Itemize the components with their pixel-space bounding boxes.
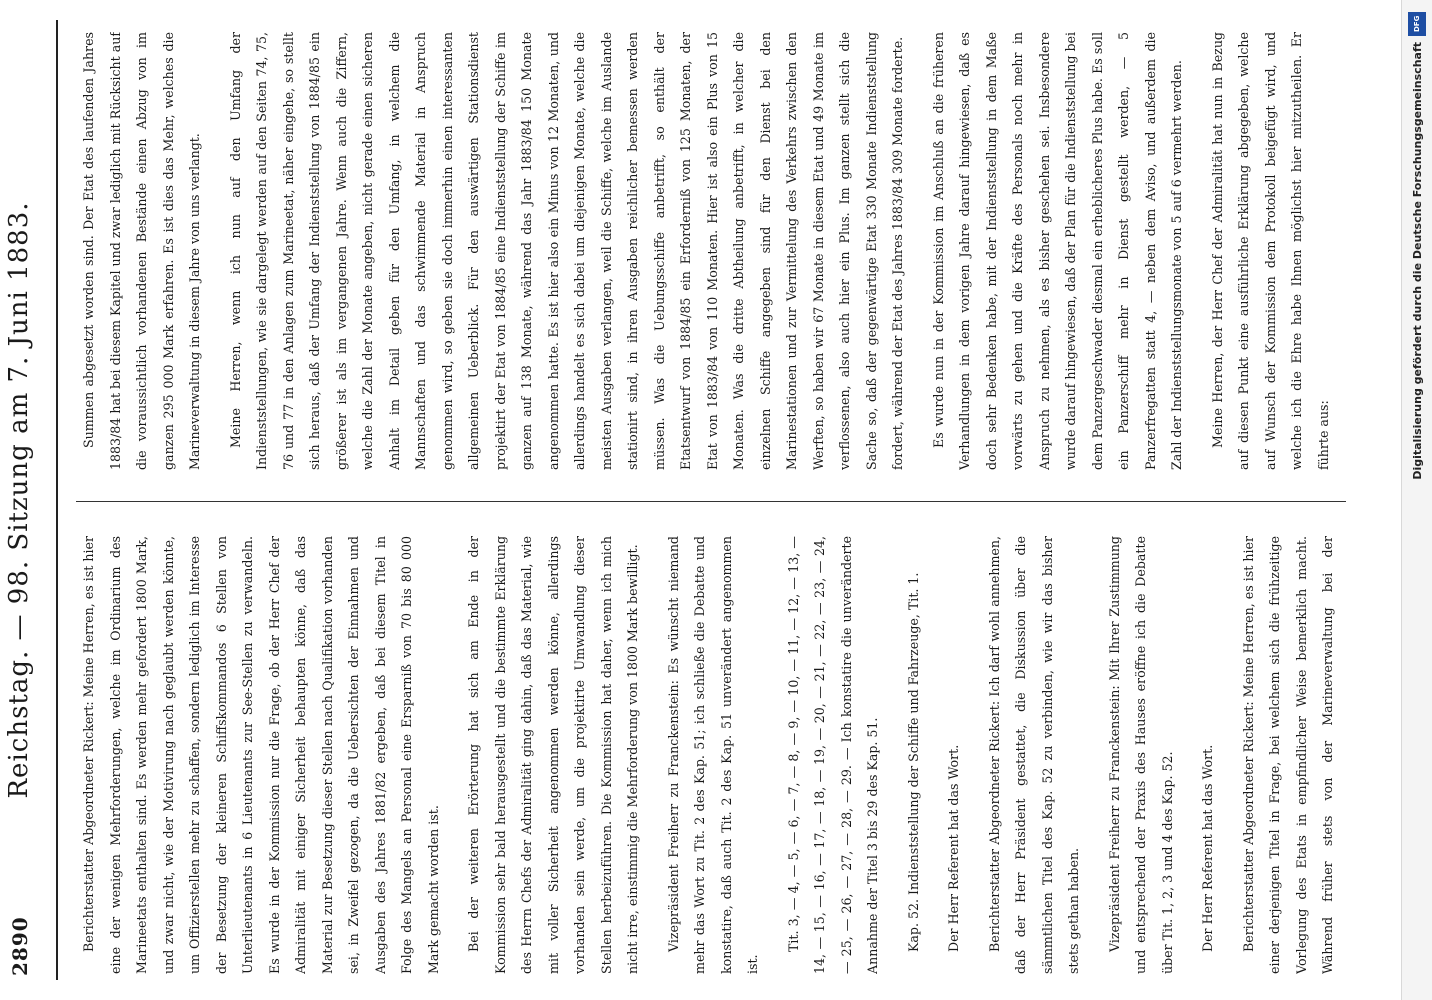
column-divider <box>76 501 1346 502</box>
paragraph: Vizepräsident Freiherr zu Franckenstein: Es wünscht niemand mehr das Wort zu Tit. 2 des Kap. 51; ich schließe die Debatte und konstatire, daß auch Tit. 2 des Kap. 51 unverändert angenommen ist. <box>665 536 760 974</box>
digitization-sidebar <box>1401 0 1432 1000</box>
rotated-page-content <box>0 20 1366 980</box>
paragraph: Meine Herren, der Herr Chef der Admiralität hat nun in Bezug auf diesen Punkt eine ausführliche Erklärung abgegeben, welche auf Wunsch der Kommission dem Protokoll beigefügt wird, und welche ich die Ehre habe Ihnen möglichst hier mitzutheilen. Er führte aus: <box>1209 32 1331 470</box>
paragraph: Summen abgesetzt worden sind. Der Etat des laufenden Jahres 1883/84 hat bei diesem Kapitel und zwar lediglich mit Rücksicht auf die voraussichtlich vorhandenen Bestände einen Abzug von im ganzen 295 000 Mark erfahren. Es ist dies das Mehr, welches die Marineverwaltung in diesem Jahre von uns verlangt. <box>81 32 202 470</box>
dfg-logo: DFG <box>1408 12 1426 36</box>
paragraph: Berichterstatter Abgeordneter Rickert: Meine Herren, es ist hier einer derjenigen Titel in Frage, bei welchem sich die frühzeitige Vorlegung des Etats in empfindlicher Weise bemerklich macht. Während früher stets von der Marineverwaltung bei der <box>1240 536 1335 974</box>
paragraph: Der Herr Referent hat das Wort. <box>946 744 961 952</box>
paragraph: Meine Herren, wenn ich nun auf den Umfang der Indienststellungen, wie sie dargelegt werden auf den Seiten 74, 75, 76 und 77 in den Anlagen zum Marineetat, näher eingehe, so stellt sich heraus, daß der Umfang der Indienststellung von 1884/85 ein größerer ist als im vergangenen Jahre. Wenn auch die Ziffern, welche die Zahl der Monate angeben, nicht gerade einen sicheren Anhalt im Detail geben für den Umfang, in welchem die Mannschaften und das schwimmende Material in Anspruch genommen wird, so geben sie doch immerhin einen interessanten allgemeinen Ueberblick. Für den auswärtigen Stationsdienst projektirt der Etat von 1884/85 eine Indienststellung der Schiffe im ganzen auf 138 Monate, während das Jahr 1883/84 150 Monate angenommen hatte. Es ist hier also ein Minus von 12 Monaten, und allerdings handelt es sich dabei um diejenigen Monate, welche die meisten Ausgaben verlangen, weil die Schiffe, welche im Auslande stationirt sind, in ihren Ausgaben reichlicher bemessen werden müssen. Was die Uebungsschiffe anbetrifft, so enthält der Etatsentwurf von 1884/85 ein Erforderniß von 125 Monaten, der Etat von 1883/84 von 110 Monaten. Hier ist also ein Plus von 15 Monaten. Was die dritte Abtheilung anbetrifft, in welcher die einzelnen Schiffe angegeben sind für den Dienst bei den Marinestationen und zur Vermittelung des Verkehrs zwischen den Werften, so haben wir 67 Monate in diesem Etat und 49 Monate im verflossenen, also auch hier ein Plus. Im ganzen stellt sich die Sache so, daß der gegenwärtige Etat 330 Monate Indienststellung fordert, während der Etat des Jahres 1883/84 309 Monate forderte. <box>227 32 905 470</box>
right-column <box>76 32 1346 470</box>
paragraph: Kap. 52. Indienststellung der Schiffe und Fahrzeuge, Tit. 1. <box>905 572 921 952</box>
paragraph: Berichterstatter Abgeordneter Rickert: Ich darf wohl annehmen, daß der Herr Präsident gestattet, die Diskussion über die sämmtlichen Titel des Kap. 52 zu verbinden, wie wir das bisher stets gethan haben. <box>986 536 1081 974</box>
paragraph: Es wurde nun in der Kommission im Anschluß an die früheren Verhandlungen in dem vorigen Jahre darauf hingewiesen, daß es doch sehr Bedenken habe, mit der Indienststellung in dem Maße vorwärts zu gehen und die Kräfte des Personals noch mehr in Anspruch zu nehmen, als es bisher geschehen sei. Insbesondere wurde darauf hingewiesen, daß der Plan für die Indienststellung bei dem Panzergeschwader diesmal ein erheblicheres Plus habe. Es soll ein Panzerschiff mehr in Dienst gestellt werden, — 5 Panzerfregatten statt 4, — neben dem Aviso, und außerdem die Zahl der Indienststellungsmonate von 5 auf 6 vermehrt werden. <box>930 32 1184 470</box>
left-column <box>76 536 1346 974</box>
paragraph: Berichterstatter Abgeordneter Rickert: Meine Herren, es ist hier eine der wenigen Mehrforderungen, welche im Ordinarium des Marineetats enthalten sind. Es werden mehr gefordert 1800 Mark, und zwar nicht, wie der Motivirung nach geglaubt werden könnte, um Offizierstellen mehr zu schaffen, sondern lediglich im Interesse der Besetzung der kleineren Schiffskommandos 6 Stellen von Unterlieutenants in 6 Lieutenants zur See-Stellen zu verwandeln. Es wurde in der Kommission nur die Frage, ob der Herr Chef der Admiralität mit einiger Sicherheit behaupten könne, daß das Material zur Besetzung dieser Stellen nach Qualifikation vorhanden sei, in Zweifel gezogen, da die Uebersichten der Einnahmen und Ausgaben des Jahres 1881/82 ergeben, daß bei diesem Titel in Folge des Mangels an Personal eine Ersparniß von 70 bis 80 000 Mark gemacht worden ist. <box>81 536 441 974</box>
paragraph: Bei der weiteren Erörterung hat sich am Ende in der Kommission sehr bald herausgestellt und die bestimmte Erklärung des Herrn Chefs der Admiralität ging dahin, daß das Material, wie mit voller Sicherheit angenommen werden könne, allerdings vorhanden sein werde, um die projektirte Umwandlung dieser Stellen herbeizuführen. Die Kommission hat daher, wenn ich mich nicht irre, einstimmig die Mehrforderung von 1800 Mark bewilligt. <box>466 536 640 974</box>
paragraph: Tit. 3, — 4, — 5, — 6, — 7, — 8, — 9, — 10, — 11, — 12, — 13, — 14, — 15, — 16, — 17, — 18, — 19, — 20, — 21, — 22, — 23, — 24, — 25, — 26, — 27, — 28, — 29. — Ich konstatire die unveränderte Annahme der Titel 3 bis 29 des Kap. 51. <box>785 536 880 974</box>
digitization-note: Digitalisierung gefördert durch die Deutsche Forschungsgemeinschaft <box>1411 42 1424 480</box>
page-number: 2890 <box>8 916 32 976</box>
paragraph: Der Herr Referent hat das Wort. <box>1200 744 1215 952</box>
paragraph: Vizepräsident Freiherr zu Franckenstein: Mit Ihrer Zustimmung und entsprechend der Praxis des Hauses eröffne ich die Debatte über Tit. 1, 2, 3 und 4 des Kap. 52. <box>1106 536 1175 974</box>
page-header <box>0 20 58 980</box>
running-head: Reichstag. — 98. Sitzung am 7. Juni 1883. <box>4 201 34 799</box>
